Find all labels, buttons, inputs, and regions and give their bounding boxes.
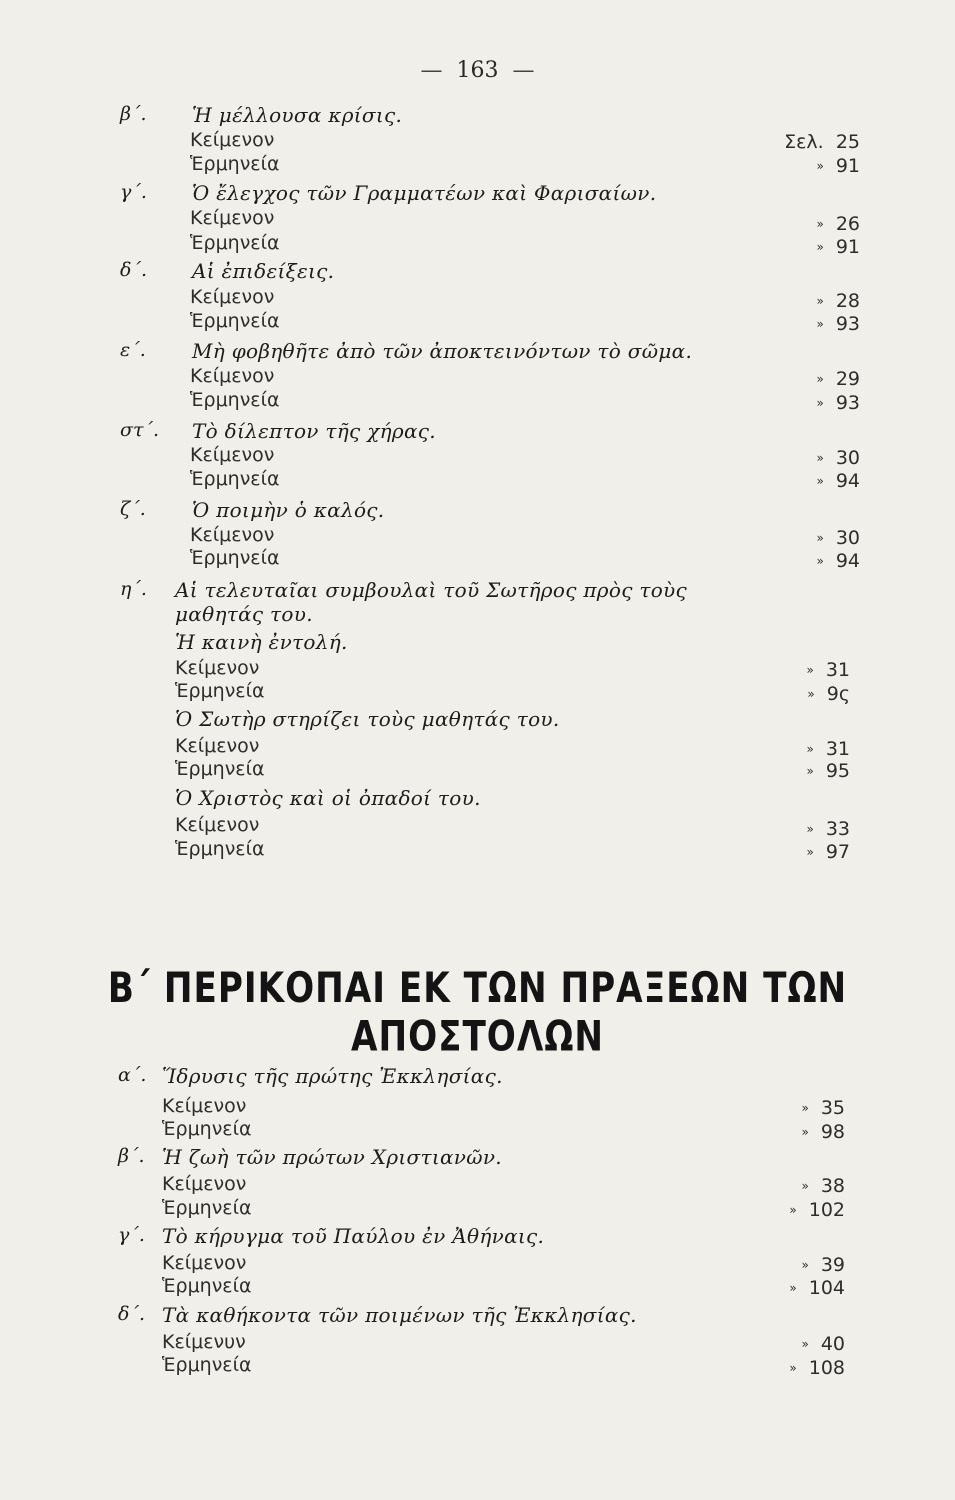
text-label: Κείμενον: [162, 1095, 247, 1117]
interpretation-label: Ἑρμηνεία: [190, 232, 280, 254]
page-ref: » 95: [806, 760, 850, 782]
page-ref: » 94: [816, 470, 860, 492]
interpretation-label: Ἑρμηνεία: [175, 680, 265, 702]
interpretation-label: Ἑρμηνεία: [162, 1197, 252, 1219]
entry-title: Τὸ δίλεπτον τῆς χήρας.: [192, 419, 436, 443]
entry-number: α΄.: [118, 1064, 147, 1086]
entry-number: β΄.: [120, 103, 147, 125]
text-label: Κείμενον: [190, 524, 275, 546]
page-ref: » 39: [801, 1254, 845, 1276]
subentry-title: Ὁ Σωτὴρ στηρίζει τοὺς μαθητάς του.: [175, 707, 560, 731]
entry-number: η΄.: [120, 578, 147, 600]
page-ref: » 93: [816, 313, 860, 335]
text-label: Κείμενον: [190, 365, 275, 387]
page-ref: » 29: [816, 368, 860, 390]
text-label: Κείμενον: [175, 814, 260, 836]
entry-number: δ΄.: [118, 1303, 145, 1325]
interpretation-label: Ἑρμηνεία: [190, 153, 280, 175]
page-ref: » 31: [806, 738, 850, 760]
entry-title: Ἡ ζωὴ τῶν πρώτων Χριστιανῶν.: [162, 1145, 502, 1169]
interpretation-label: Ἑρμηνεία: [162, 1275, 252, 1297]
page-ref: » 28: [816, 290, 860, 312]
page-ref: » 91: [816, 155, 860, 177]
page-ref: » 9ς: [807, 683, 850, 705]
page-ref: » 40: [801, 1333, 845, 1355]
entry-number: στ΄.: [120, 419, 160, 441]
text-label: Κείμενον: [190, 207, 275, 229]
page-ref: » 98: [801, 1121, 845, 1143]
page-number: — 163 —: [420, 58, 535, 83]
entry-title: Τὰ καθήκοντα τῶν ποιμένων τῆς Ἐκκλησίας.: [162, 1303, 637, 1327]
entry-title-continuation: μαθητάς του.: [175, 602, 313, 626]
page-ref: » 104: [789, 1277, 845, 1299]
text-label: Κείμενον: [190, 129, 275, 151]
text-label: Κείμενον: [190, 286, 275, 308]
entry-title: Μὴ φοβηθῆτε ἀπὸ τῶν ἀποκτεινόντων τὸ σῶμα.: [192, 339, 693, 363]
page-ref: » 108: [789, 1357, 845, 1379]
page-ref: » 26: [816, 213, 860, 235]
page-ref: » 94: [816, 550, 860, 572]
entry-number: ε΄.: [120, 339, 146, 361]
interpretation-label: Ἑρμηνεία: [162, 1118, 252, 1140]
entry-title: Ὁ ποιμὴν ὁ καλός.: [192, 498, 385, 522]
text-label: Κείμενον: [162, 1173, 247, 1195]
text-label: Κείμενον: [162, 1252, 247, 1274]
entry-title: Ὁ ἔλεγχος τῶν Γραμματέων καὶ Φαρισαίων.: [192, 181, 657, 205]
interpretation-label: Ἑρμηνεία: [162, 1354, 252, 1376]
entry-title: Αἱ τελευταῖαι συμβουλαὶ τοῦ Σωτῆρος πρὸς τοὺς: [175, 578, 688, 602]
entry-number: β΄.: [118, 1145, 145, 1167]
entry-title: Αἱ ἐπιδείξεις.: [192, 259, 335, 283]
entry-title: Τὸ κήρυγμα τοῦ Παύλου ἐν Ἀθήναις.: [162, 1224, 545, 1248]
subentry-title: Ὁ Χριστὸς καὶ οἱ ὀπαδοί του.: [175, 786, 481, 810]
pages-label-row: Σελ. 25: [784, 131, 860, 153]
page-ref: » 30: [816, 527, 860, 549]
page-ref: » 33: [806, 818, 850, 840]
subentry-title: Ἡ καινὴ ἐντολή.: [175, 630, 348, 654]
text-label: Κείμενυν: [162, 1331, 246, 1353]
entry-number: γ΄.: [118, 1224, 145, 1246]
text-label: Κείμενον: [190, 444, 275, 466]
entry-number: γ΄.: [120, 181, 147, 203]
entry-title: Ἡ μέλλουσα κρίσις.: [192, 103, 403, 127]
section-heading: Β΄ ΠΕΡΙΚΟΠΑΙ ΕΚ ΤΩΝ ΠΡΑΞΕΩΝ ΤΩΝ ΑΠΟΣΤΟΛΩΝ: [107, 963, 848, 1061]
page-ref: » 30: [816, 447, 860, 469]
interpretation-label: Ἑρμηνεία: [175, 838, 265, 860]
text-label: Κείμενον: [175, 657, 260, 679]
page-ref: » 102: [789, 1199, 845, 1221]
page-ref: » 31: [806, 659, 850, 681]
interpretation-label: Ἑρμηνεία: [190, 468, 280, 490]
text-label: Κείμενον: [175, 735, 260, 757]
page-ref: » 35: [801, 1097, 845, 1119]
page-ref: » 93: [816, 392, 860, 414]
entry-title: Ἵδρυσις τῆς πρώτης Ἐκκλησίας.: [162, 1064, 503, 1088]
interpretation-label: Ἑρμηνεία: [190, 310, 280, 332]
page-ref: » 97: [806, 841, 850, 863]
interpretation-label: Ἑρμηνεία: [190, 389, 280, 411]
entry-number: δ΄.: [120, 259, 147, 281]
interpretation-label: Ἑρμηνεία: [190, 547, 280, 569]
page-ref: » 38: [801, 1175, 845, 1197]
interpretation-label: Ἑρμηνεία: [175, 758, 265, 780]
page-ref: » 91: [816, 236, 860, 258]
entry-number: ζ΄.: [120, 498, 146, 520]
